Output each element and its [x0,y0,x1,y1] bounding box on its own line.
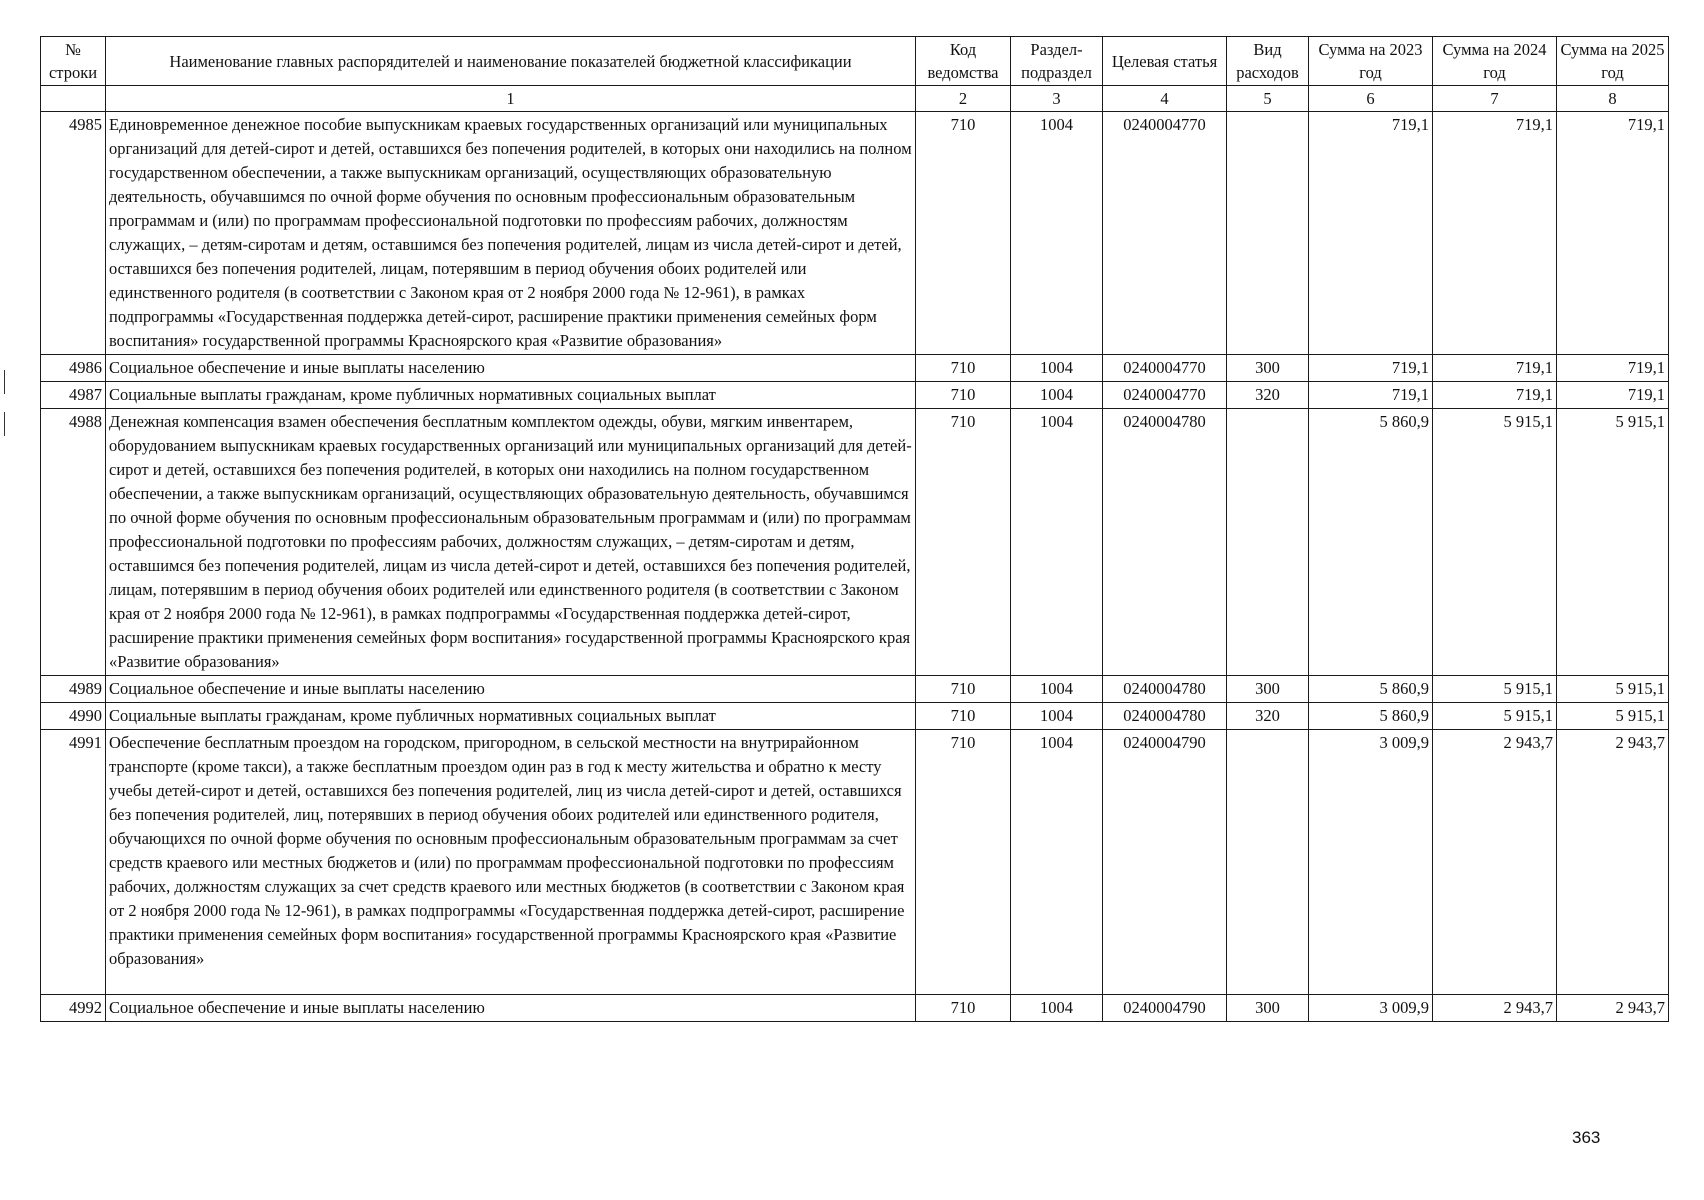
target-cell: 0240004770 [1103,355,1227,382]
column-number: 8 [1557,86,1669,112]
header-expense-type: Вид расходов [1227,37,1309,86]
dept-code-cell: 710 [916,730,1011,995]
sum-2025-cell: 5 915,1 [1557,703,1669,730]
header-row [41,37,1669,86]
row-name: Социальное обеспечение и иные выплаты населению [106,676,916,703]
column-number: 6 [1309,86,1433,112]
page-number: 363 [1572,1128,1601,1147]
sum-2023-cell: 719,1 [1309,355,1433,382]
sum-2024-cell: 2 943,7 [1433,995,1557,1022]
header-section: Раздел-подраздел [1011,37,1103,86]
section-cell: 1004 [1011,676,1103,703]
expense-type-cell: 320 [1227,382,1309,409]
row-name: Социальные выплаты гражданам, кроме публичных нормативных социальных выплат [106,382,916,409]
sum-2023-cell: 719,1 [1309,112,1433,355]
sum-2025-cell: 719,1 [1557,355,1669,382]
section-cell: 1004 [1011,995,1103,1022]
sum-2024-cell: 719,1 [1433,355,1557,382]
sum-2023-cell: 719,1 [1309,382,1433,409]
dept-code-cell: 710 [916,703,1011,730]
expense-type-cell: 300 [1227,995,1309,1022]
sum-2024-cell: 5 915,1 [1433,676,1557,703]
dept-code-cell: 710 [916,676,1011,703]
sum-2023-cell: 3 009,9 [1309,995,1433,1022]
sum-2025-cell: 5 915,1 [1557,409,1669,676]
sum-2023-cell: 5 860,9 [1309,703,1433,730]
expense-type-cell [1227,730,1309,995]
dept-code-cell: 710 [916,112,1011,355]
target-cell: 0240004780 [1103,676,1227,703]
row-number: 4988 [41,409,106,676]
row-number: 4989 [41,676,106,703]
dept-code-cell: 710 [916,995,1011,1022]
table-row [41,703,1669,730]
row-number: 4991 [41,730,106,995]
expense-type-cell: 300 [1227,676,1309,703]
sum-2024-cell: 5 915,1 [1433,409,1557,676]
table-row [41,730,1669,995]
section-cell: 1004 [1011,355,1103,382]
dept-code-cell: 710 [916,355,1011,382]
row-number: 4985 [41,112,106,355]
row-number: 4986 [41,355,106,382]
row-name: Социальное обеспечение и иные выплаты населению [106,355,916,382]
sum-2024-cell: 5 915,1 [1433,703,1557,730]
header-sum-2025: Сумма на 2025 год [1557,37,1669,86]
target-cell: 0240004790 [1103,995,1227,1022]
section-cell: 1004 [1011,112,1103,355]
sum-2024-cell: 719,1 [1433,382,1557,409]
column-number: 1 [106,86,916,112]
header-dept-code: Код ведомства [916,37,1011,86]
sum-2023-cell: 3 009,9 [1309,730,1433,995]
table-body [41,112,1669,1022]
column-number: 7 [1433,86,1557,112]
sum-2025-cell: 2 943,7 [1557,995,1669,1022]
row-number: 4990 [41,703,106,730]
table-row [41,112,1669,355]
column-number: 3 [1011,86,1103,112]
table-row [41,676,1669,703]
column-number-blank [41,86,106,112]
row-name: Денежная компенсация взамен обеспечения бесплатным комплектом одежды, обуви, мягким инвентарем, оборудованием выпускникам краевых государственных организаций или муниципальных организаций для детей-сирот и детей, оставшихся без попечения родителей, в которых они находились на полном государственном обеспечении, а также выпускникам организаций, осуществляющих образовательную деятельность, обучавшимся по очной форме обучения по основным профессиональным образовательным программам и (или) по программам профессиональной подготовки по профессиям рабочих, должностям служащих, – детям-сиротам и детям, оставшимся без попечения родителей, лицам из числа детей-сирот и детей, оставшихся без попечения родителей, лицам, потерявшим в период обучения обоих родителей или единственного родителя (в соответствии с Законом края от 2 ноября 2000 года № 12-961), в рамках подпрограммы «Государственная поддержка детей-сирот, расширение практики применения семейных форм воспитания» государственной программы Красноярского края «Развитие образования» [106,409,916,676]
margin-mark [4,412,5,436]
column-number: 2 [916,86,1011,112]
dept-code-cell: 710 [916,382,1011,409]
header-target: Целевая статья [1103,37,1227,86]
sum-2023-cell: 5 860,9 [1309,676,1433,703]
target-cell: 0240004790 [1103,730,1227,995]
table-row [41,382,1669,409]
target-cell: 0240004770 [1103,112,1227,355]
row-name: Социальное обеспечение и иные выплаты населению [106,995,916,1022]
table-row [41,995,1669,1022]
row-name: Социальные выплаты гражданам, кроме публичных нормативных социальных выплат [106,703,916,730]
row-number: 4992 [41,995,106,1022]
sum-2025-cell: 719,1 [1557,382,1669,409]
table-row [41,355,1669,382]
row-name: Единовременное денежное пособие выпускникам краевых государственных организаций или муниципальных организаций для детей-сирот и детей, оставшихся без попечения родителей, в которых они находились на полном государственном обеспечении, а также выпускникам организаций, осуществляющих образовательную деятельность, обучавшимся по очной форме обучения по основным профессиональным образовательным программам и (или) по программам профессиональной подготовки по профессиям рабочих, должностям служащих, – детям-сиротам и детям, оставшимся без попечения родителей, лицам из числа детей-сирот и детей, оставшихся без попечения родителей, лицам, потерявшим в период обучения обоих родителей или единственного родителя (в соответствии с Законом края от 2 ноября 2000 года № 12-961), в рамках подпрограммы «Государственная поддержка детей-сирот, расширение практики применения семейных форм воспитания» государственной программы Красноярского края «Развитие образования» [106,112,916,355]
target-cell: 0240004770 [1103,382,1227,409]
header-name: Наименование главных распорядителей и наименование показателей бюджетной классификации [106,37,916,86]
header-row-no: № строки [41,37,106,86]
sum-2023-cell: 5 860,9 [1309,409,1433,676]
sum-2025-cell: 719,1 [1557,112,1669,355]
target-cell: 0240004780 [1103,409,1227,676]
expense-type-cell [1227,112,1309,355]
budget-table [40,36,1669,1022]
table-row [41,409,1669,676]
expense-type-cell [1227,409,1309,676]
expense-type-cell: 320 [1227,703,1309,730]
sum-2024-cell: 2 943,7 [1433,730,1557,995]
target-cell: 0240004780 [1103,703,1227,730]
row-name: Обеспечение бесплатным проездом на городском, пригородном, в сельской местности на внутрирайонном транспорте (кроме такси), а также бесплатным проездом один раз в год к месту жительства и обратно к месту учебы детей-сирот и детей, оставшихся без попечения родителей, лиц из числа детей-сирот и детей, оставшихся без попечения родителей, лиц, потерявших в период обучения обоих родителей или единственного родителя, обучающихся по очной форме обучения по основным профессиональным образовательным программам за счет средств краевого или местных бюджетов и (или) по программам профессиональной подготовки по профессиям рабочих, должностям служащих за счет средств краевого или местных бюджетов (в соответствии с Законом края от 2 ноября 2000 года № 12-961), в рамках подпрограммы «Государственная поддержка детей-сирот, расширение практики применения семейных форм воспитания» государственной программы Красноярского края «Развитие образования» [106,730,916,995]
column-number-row [41,86,1669,112]
header-sum-2023: Сумма на 2023 год [1309,37,1433,86]
expense-type-cell: 300 [1227,355,1309,382]
section-cell: 1004 [1011,730,1103,995]
header-sum-2024: Сумма на 2024 год [1433,37,1557,86]
sum-2025-cell: 5 915,1 [1557,676,1669,703]
sum-2025-cell: 2 943,7 [1557,730,1669,995]
section-cell: 1004 [1011,703,1103,730]
section-cell: 1004 [1011,409,1103,676]
column-number: 5 [1227,86,1309,112]
section-cell: 1004 [1011,382,1103,409]
margin-mark [4,370,5,394]
sum-2024-cell: 719,1 [1433,112,1557,355]
column-number: 4 [1103,86,1227,112]
row-number: 4987 [41,382,106,409]
dept-code-cell: 710 [916,409,1011,676]
